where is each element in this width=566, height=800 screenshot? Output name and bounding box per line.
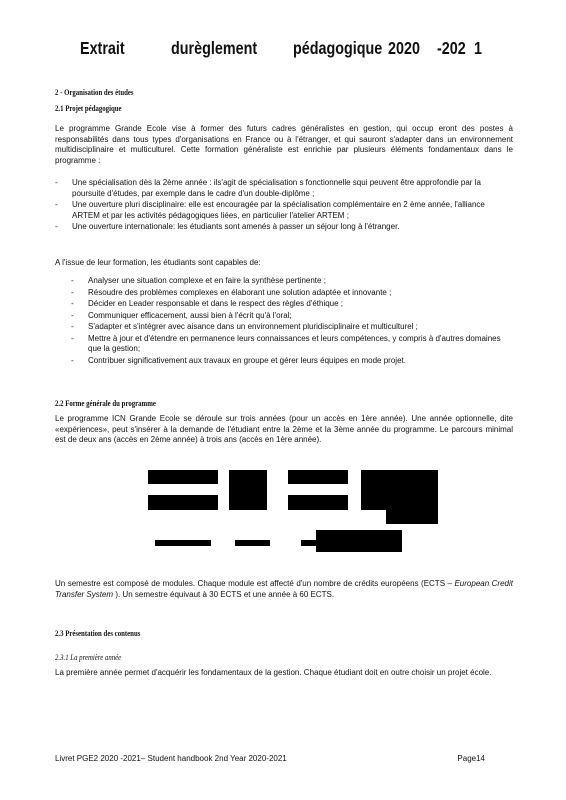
- section-heading-2-2: 2.2 Forme générale du programme: [55, 398, 156, 408]
- list-item: - Décider en Leader responsable et dans le respect des règles d'éthique ;: [55, 299, 513, 310]
- first-year-paragraph: La première année permet d'acquérir les fondamentaux de la gestion. Chaque étudiant doit en outre choisir un projet école.: [55, 668, 492, 677]
- title-word-extrait: Extrait: [80, 38, 125, 58]
- redacted-diagram: [148, 470, 438, 554]
- semester-text-italic: European Credit Transfer System: [55, 579, 513, 599]
- document-title: [0, 38, 566, 64]
- semester-text-b: ). Un semestre équivaut à 30 ECTS et une année à 60 ECTS.: [113, 589, 335, 599]
- list-item: - Mettre à jour et d'étendre en permanence leurs connaissances et leurs compétences, y compris à d'autres domaines que la gestion;: [55, 334, 513, 355]
- list-item: - Contribuer significativement aux travaux en groupe et gérer leurs équipes en mode projet.: [55, 356, 513, 367]
- capabilities-list: [55, 276, 513, 367]
- list-item: - Une ouverture pluri disciplinaire: elle est encouragée par la spécialisation complémentaire en 2 ème année, l'alliance ARTEM et par les activités pédagogiques liées, en particulier l'atelier ARTEM ;: [55, 200, 513, 221]
- elements-list: [55, 178, 513, 234]
- title-year-digit: 1: [474, 38, 482, 58]
- page-number: Page14: [457, 754, 485, 763]
- capable-intro: A l'issue de leur formation, les étudiants sont capables de:: [55, 258, 261, 267]
- list-item: - Une ouverture internationale: les étudiants sont amenés à passer un séjour long à l'étranger.: [55, 222, 513, 233]
- semester-paragraph: [55, 579, 513, 600]
- title-word-pedagogique: pédagogique: [293, 38, 383, 58]
- list-item: - Résoudre des problèmes complexes en élaborant une solution adaptée et innovante ;: [55, 288, 513, 299]
- section-heading-2: 2 - Organisation des études: [55, 87, 134, 97]
- program-paragraph: Le programme ICN Grande Ecole se déroule sur trois années (pour un accès en 1ère année). Une année optionnelle, dite «expériences», peut s'insérer à la demande de l'étudiant entre la 2ème et la 3ème année du programme. Le parcours minimal est de deux ans (accès en 2ème année) à trois ans (accès en 1ère année).: [55, 414, 513, 444]
- list-item: - Une spécialisation dès la 2ème année : ils'agit de spécialisation s fonctionnelle squi peuvent être approfondie par la poursuite d'études, par exemple dans le cadre d'un double-diplôme ;: [55, 178, 513, 199]
- title-word-reglement: durèglement: [171, 38, 258, 58]
- section-heading-2-3: 2.3 Présentation des contenus: [55, 628, 141, 638]
- title-year-end: -202: [437, 38, 466, 58]
- footer-handbook-title: Livret PGE2 2020 -2021– Student handbook 2nd Year 2020-2021: [55, 754, 287, 763]
- section-heading-2-3-1: 2.3.1 La première année: [55, 652, 122, 662]
- section-heading-2-1: 2.1 Projet pédagogique: [55, 103, 122, 113]
- page-footer: [55, 754, 485, 763]
- title-year-start: 2020: [388, 38, 420, 58]
- intro-paragraph: Le programme Grande Ecole vise à former des futurs cadres généralistes en gestion, qui occup eront des postes à responsabilités dans tous types d'organisations en France ou à l'étranger, et qui sauront s'adapter dans un environnement multidisciplinaire et multiculturel. Cette formation généraliste est enrichie par plusieurs éléments fondamentaux dans le programme :: [55, 124, 513, 165]
- list-item: - S'adapter et s'intégrer avec aisance dans un environnement pluridisciplinaire et multiculturel ;: [55, 322, 513, 333]
- semester-text-a: Un semestre est composé de modules. Chaque module est affecté d'un nombre de crédits européens (ECTS –: [55, 579, 455, 588]
- list-item: - Analyser une situation complexe et en faire la synthèse pertinente ;: [55, 276, 513, 287]
- list-item: - Communiquer efficacement, aussi bien à l'écrit qu'à l'oral;: [55, 311, 513, 322]
